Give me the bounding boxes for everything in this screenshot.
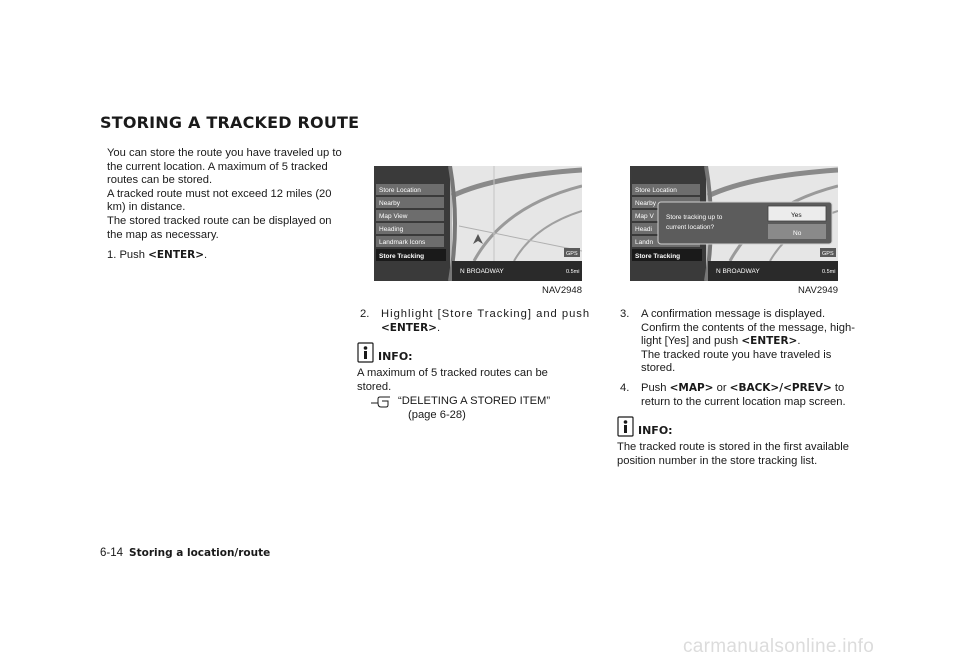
intro-line: You can store the route you have traveled up to	[107, 147, 342, 159]
step-text: The tracked route you have traveled is	[641, 348, 832, 361]
info-label: INFO:	[638, 423, 673, 437]
info-line: A maximum of 5 tracked routes can be	[357, 367, 548, 380]
intro-line: km) in distance.	[107, 201, 186, 214]
menu-item-nearby: Nearby	[635, 200, 656, 207]
nav-screen-menu	[374, 166, 582, 281]
menu-item-store-location: Store Location	[379, 187, 421, 194]
menu-item-landmark-icons: Landn	[635, 239, 654, 246]
menu-item-map-view: Map View	[379, 213, 408, 220]
step-1	[107, 249, 347, 263]
back-key: <BACK>	[729, 381, 780, 394]
watermark: carmanualsonline.info	[683, 636, 875, 657]
figure-caption: NAV2948	[542, 285, 582, 296]
confirm-dialog-screen	[630, 166, 838, 281]
key-separator: /	[779, 381, 784, 394]
intro-line: The stored tracked route can be displayed on	[107, 214, 332, 227]
map-scale: 0.5mi	[822, 269, 836, 275]
info-label: INFO:	[378, 349, 413, 363]
no-label: No	[793, 230, 802, 237]
menu-item-heading: Headi	[635, 226, 652, 233]
step-number: 3.	[620, 308, 630, 320]
intro-line: the map as necessary.	[107, 228, 219, 241]
step-number: 4.	[620, 381, 630, 394]
enter-key: <ENTER>	[381, 321, 437, 334]
cross-reference	[357, 395, 597, 422]
step-end: .	[797, 335, 801, 348]
intro-line: routes can be stored.	[107, 174, 213, 187]
step-text: Push	[119, 249, 149, 262]
info-block-header	[617, 416, 857, 437]
right-column	[617, 308, 857, 468]
map-scale: 0.5mi	[566, 269, 580, 275]
intro-line: A tracked route must not exceed 12 miles (20	[107, 187, 332, 200]
intro-line: the current location. A maximum of 5 tracked	[107, 160, 328, 173]
step-text: to	[831, 381, 845, 394]
step-text: return to the current location map screen.	[641, 395, 846, 408]
gps-label: GPS	[822, 251, 834, 257]
chapter-title: Storing a location/route	[129, 547, 271, 559]
map-key: <MAP>	[669, 381, 714, 394]
dialog-line-2: current location?	[666, 224, 715, 231]
figure-caption: NAV2949	[798, 285, 838, 296]
menu-item-nearby: Nearby	[379, 200, 400, 207]
gps-label: GPS	[566, 251, 578, 257]
menu-item-store-tracking: Store Tracking	[379, 253, 425, 260]
step-text: A confirmation message is displayed.	[641, 308, 826, 320]
page-footer	[100, 547, 270, 559]
reference-title: “DELETING A STORED ITEM”	[398, 395, 551, 408]
step-number: 2.	[360, 308, 370, 320]
step-number: 1.	[107, 249, 117, 262]
info-line: stored.	[357, 380, 392, 393]
info-block-header	[357, 342, 597, 363]
step-text: or	[713, 381, 730, 394]
map-menu-screen	[374, 166, 582, 281]
section-title: STORING A TRACKED ROUTE	[100, 113, 360, 132]
dialog-line-1: Store tracking up to	[666, 214, 723, 221]
step-4	[617, 382, 857, 409]
step-text: Confirm the contents of the message, high-	[641, 321, 855, 334]
step-text: stored.	[641, 362, 676, 375]
step-text: Push	[641, 381, 670, 394]
info-line: The tracked route is stored in the first available	[617, 441, 849, 454]
yes-label: Yes	[791, 212, 802, 219]
page-number: 6-14	[100, 547, 124, 559]
nav-screen-dialog	[630, 166, 838, 281]
intro-column	[107, 147, 347, 263]
info-icon	[357, 342, 374, 363]
pointing-hand-icon	[370, 395, 392, 409]
street-name: N BROADWAY	[460, 268, 504, 275]
enter-key: <ENTER>	[148, 249, 205, 262]
menu-item-store-location: Store Location	[635, 187, 677, 194]
prev-key: <PREV>	[783, 381, 832, 394]
menu-item-landmark-icons: Landmark Icons	[379, 239, 426, 246]
step-end: .	[436, 321, 441, 334]
step-text: light [Yes] and push	[641, 335, 742, 348]
step-end: .	[204, 249, 208, 262]
step-text: Highlight [Store Tracking] and push	[381, 308, 591, 320]
step-3	[617, 308, 857, 376]
middle-column	[357, 308, 597, 423]
street-name: N BROADWAY	[716, 268, 760, 275]
step-2	[357, 308, 597, 335]
reference-page: (page 6-28)	[408, 408, 466, 421]
menu-item-heading: Heading	[379, 226, 404, 233]
enter-key: <ENTER>	[741, 335, 798, 348]
info-line: position number in the store tracking list.	[617, 454, 818, 467]
menu-item-map-view: Map V	[635, 213, 654, 220]
info-icon	[617, 416, 634, 437]
menu-item-store-tracking: Store Tracking	[635, 253, 681, 260]
